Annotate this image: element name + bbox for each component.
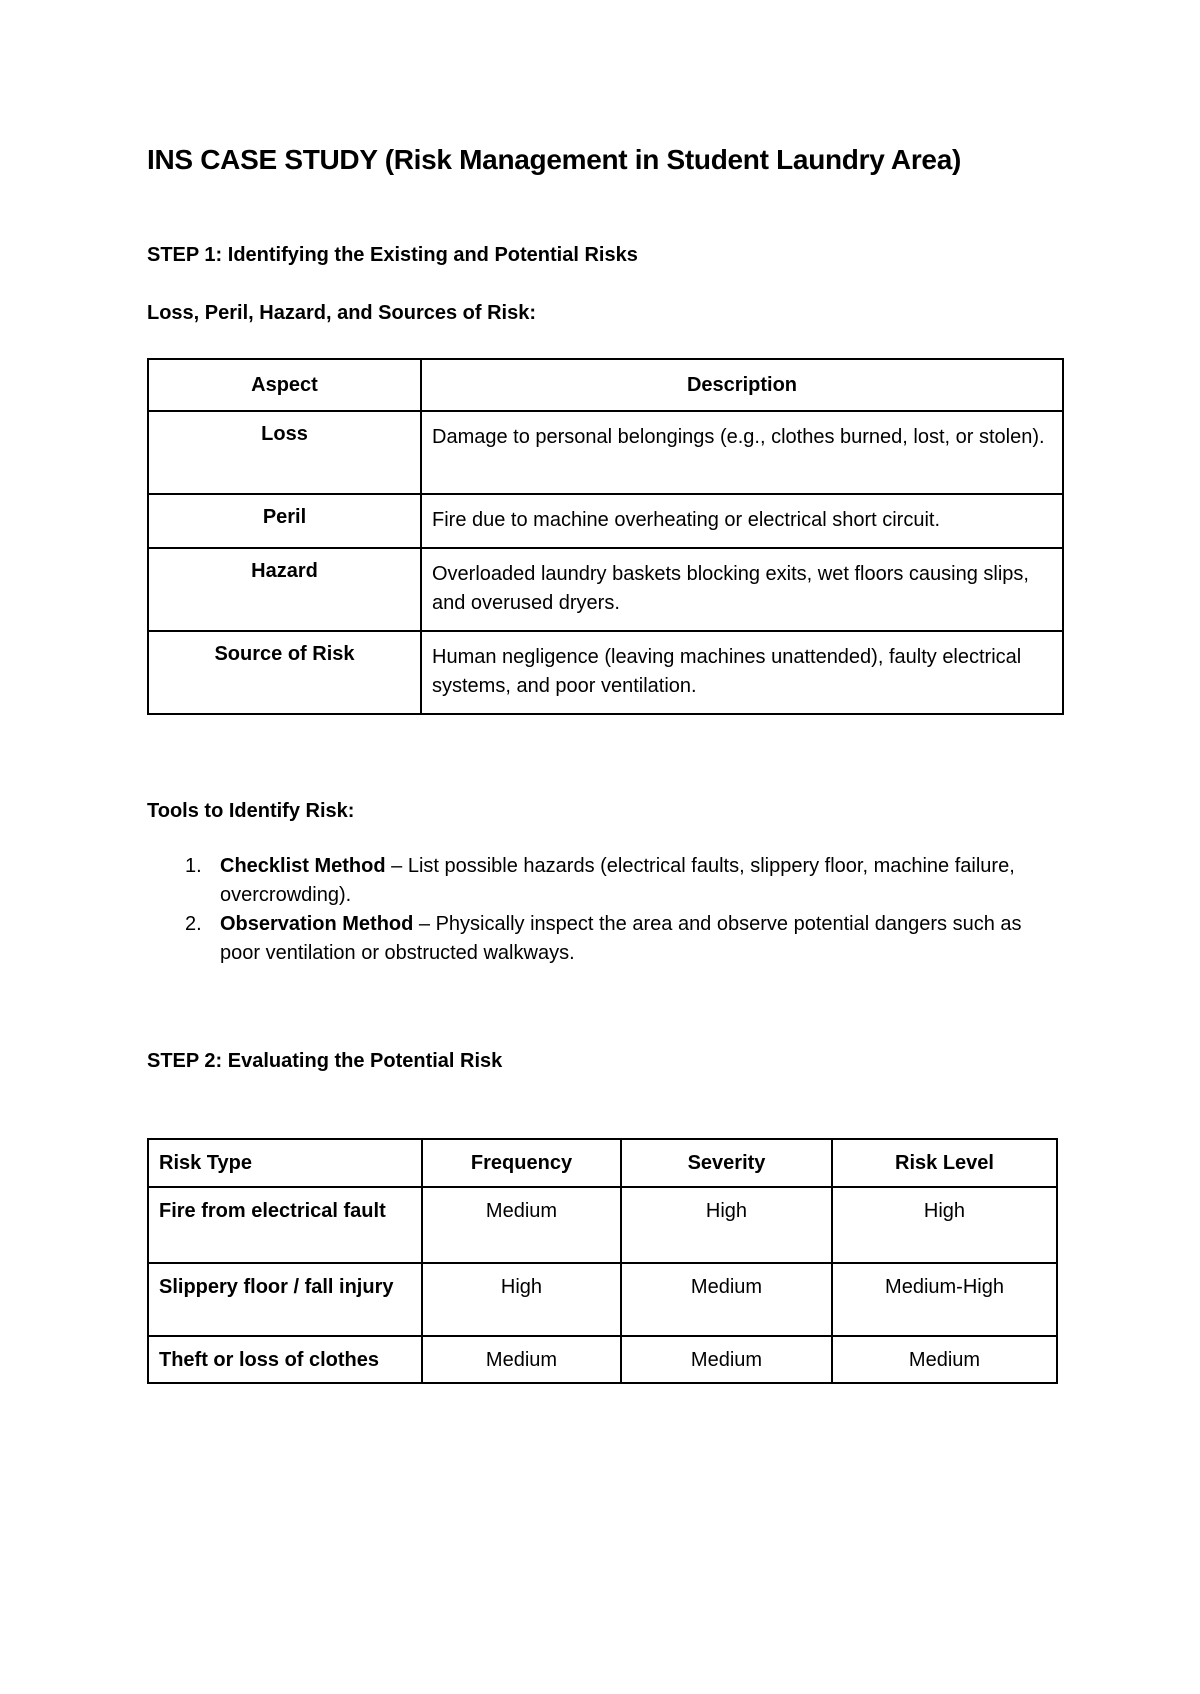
risk-type-cell: Slippery floor / fall injury — [148, 1263, 422, 1336]
severity-cell: Medium — [621, 1336, 832, 1383]
table-header-row — [148, 1139, 1057, 1187]
method-name: Checklist Method — [220, 855, 386, 877]
column-header-severity: Severity — [621, 1139, 832, 1187]
aspect-cell: Peril — [148, 494, 421, 548]
method-name: Observation Method — [220, 913, 414, 935]
severity-cell: Medium — [621, 1263, 832, 1336]
page-title: INS CASE STUDY (Risk Management in Student Laundry Area) — [147, 144, 961, 175]
table-row — [148, 548, 1063, 631]
severity-cell: High — [621, 1187, 832, 1263]
frequency-cell: High — [422, 1263, 621, 1336]
frequency-cell: Medium — [422, 1336, 621, 1383]
risk-level-cell: Medium — [832, 1336, 1057, 1383]
aspect-cell: Hazard — [148, 548, 421, 631]
column-header-risk-level: Risk Level — [832, 1139, 1057, 1187]
table-row — [148, 1336, 1057, 1383]
risk-level-cell: Medium-High — [832, 1263, 1057, 1336]
risk-aspects-table — [147, 358, 1064, 715]
list-item-number: 2. — [185, 913, 202, 935]
table-row — [148, 631, 1063, 714]
column-header-aspect: Aspect — [148, 359, 421, 411]
table-header-row — [148, 359, 1063, 411]
step1-heading: STEP 1: Identifying the Existing and Potential Risks — [147, 244, 638, 266]
table-row — [148, 411, 1063, 494]
description-cell: Fire due to machine overheating or electrical short circuit. — [421, 494, 1063, 548]
column-header-risk-type: Risk Type — [148, 1139, 422, 1187]
aspect-cell: Source of Risk — [148, 631, 421, 714]
tools-list — [147, 852, 1047, 968]
aspect-cell: Loss — [148, 411, 421, 494]
risk-type-cell: Fire from electrical fault — [148, 1187, 422, 1263]
description-cell: Human negligence (leaving machines unattended), faulty electrical systems, and poor ventilation. — [421, 631, 1063, 714]
tools-heading: Tools to Identify Risk: — [147, 800, 355, 822]
method-description: – Physically inspect the area and observe potential dangers such as poor ventilation or obstructed walkways. — [220, 913, 1022, 964]
description-cell: Damage to personal belongings (e.g., clothes burned, lost, or stolen). — [421, 411, 1063, 494]
table-row — [148, 1187, 1057, 1263]
list-item — [147, 852, 1047, 910]
column-header-frequency: Frequency — [422, 1139, 621, 1187]
risk-level-cell: High — [832, 1187, 1057, 1263]
list-item — [147, 910, 1047, 968]
risk-evaluation-table — [147, 1138, 1058, 1384]
list-item-number: 1. — [185, 855, 202, 877]
description-cell: Overloaded laundry baskets blocking exits, wet floors causing slips, and overused dryers. — [421, 548, 1063, 631]
step2-heading: STEP 2: Evaluating the Potential Risk — [147, 1050, 503, 1072]
step1-subheading: Loss, Peril, Hazard, and Sources of Risk: — [147, 302, 537, 324]
frequency-cell: Medium — [422, 1187, 621, 1263]
method-description: – List possible hazards (electrical faults, slippery floor, machine failure, overcrowding). — [220, 855, 1015, 906]
column-header-description: Description — [421, 359, 1063, 411]
table-row — [148, 1263, 1057, 1336]
risk-type-cell: Theft or loss of clothes — [148, 1336, 422, 1383]
table-row — [148, 494, 1063, 548]
